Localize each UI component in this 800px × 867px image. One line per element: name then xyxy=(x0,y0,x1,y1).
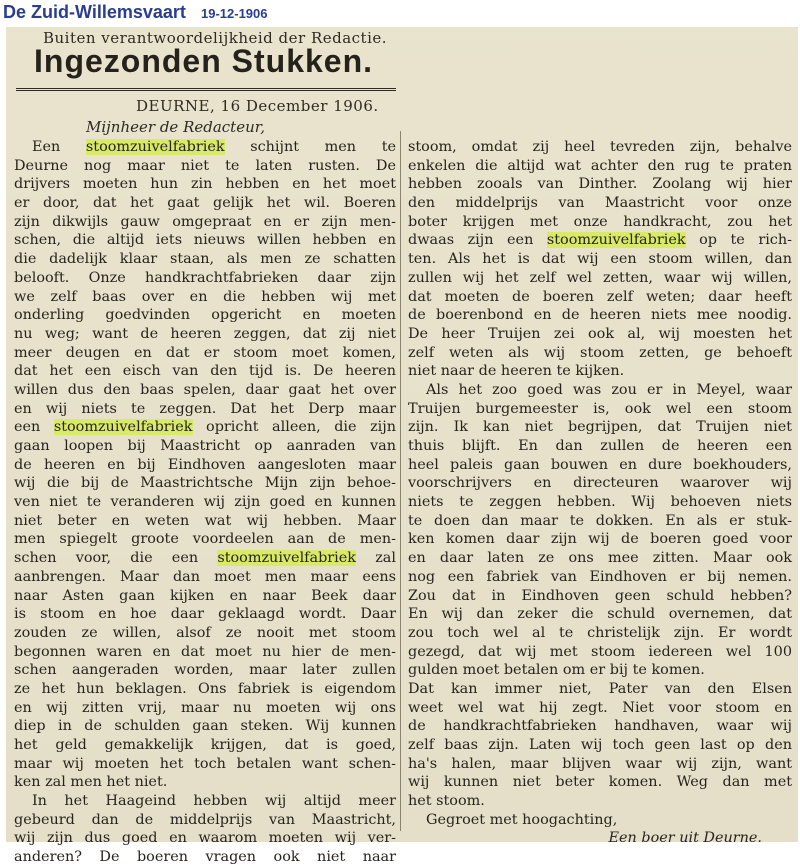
newspaper-clipping xyxy=(6,27,798,866)
text-line: schen aangeraden worden, maar later zullen xyxy=(14,662,396,679)
text-line: dwaas zijn een stoomzuivelfabriek op te rich- xyxy=(408,232,792,249)
text-line: een stoomzuivelfabriek opricht alleen, die zijn xyxy=(14,419,396,436)
text-line: voorschrijvers en directeuren waarover wij xyxy=(408,475,792,492)
text-line: meer deugen en dat er stoom moet komen, xyxy=(14,344,396,361)
clipping-header xyxy=(0,0,800,26)
text-line: zijn dikwijls gauw omgepraat en er zijn men- xyxy=(14,213,396,230)
text-line: weet wel wat hij zegt. Niet voor stoom en xyxy=(408,699,792,716)
text-line: wij die bij de Maastrichtsche Mijn zijn behoe- xyxy=(14,475,396,492)
text-line: Dat kan immer niet, Pater van den Elsen xyxy=(408,680,792,697)
text-line: De heer Truijen zei ook al, wij moesten het xyxy=(408,325,792,342)
text-line: schen voor, die een stoomzuivelfabriek zal xyxy=(14,550,396,567)
text-line: thuis blijft. En dan zullen de heeren een xyxy=(408,438,792,454)
column-divider xyxy=(400,131,401,831)
text-line: boter krijgen met onze handkracht, zou het xyxy=(408,213,792,230)
text-line: Een stoomzuivelfabriek schijnt men te xyxy=(32,139,396,155)
text-column-right xyxy=(408,138,792,848)
text-line: Truijen burgemeester is, ook wel een stoom xyxy=(408,400,792,417)
text-line: ze het hun beklagen. Ons fabriek is eigendom xyxy=(14,680,396,697)
text-line: Deurne nog maar niet te laten rusten. De xyxy=(14,157,396,174)
text-line: belooft. Onze handkrachtfabrieken daar zijn xyxy=(14,269,396,286)
text-line: Gegroet met hoogachting, xyxy=(426,811,618,828)
text-line: het stoom. xyxy=(408,793,485,810)
text-line: en wij niets te zeggen. Dat het Derp maar xyxy=(14,400,396,417)
text-line: Als het zoo goed was zou er in Meyel, waar xyxy=(426,381,792,398)
text-line: gaan loopen bij Maastricht op aanraden van xyxy=(14,438,396,454)
text-line: gezegd, dat wij met stoom iedereen wel 100 xyxy=(408,643,792,660)
text-line: onderling goedvinden opgericht en moeten xyxy=(14,307,396,324)
section-heading: Ingezonden Stukken. xyxy=(34,43,374,79)
text-line: het geld gemakkelijk krijgen, dat is goed, xyxy=(14,737,396,753)
text-line: nu weg; want de heeren zeggen, dat zij niet xyxy=(14,325,396,342)
text-line: ha's halen, maar blijven waar wij zijn, want xyxy=(408,755,792,772)
text-line: willen dus den baas spelen, daar gaat het over xyxy=(14,381,396,398)
text-line: niets te zeggen hebben. Wij behoeven niets xyxy=(408,494,792,511)
text-line: nog een fabriek van Eindhoven er bij nemen. xyxy=(408,568,792,585)
text-line: den middelprijs van Maastricht voor onze xyxy=(408,195,792,212)
text-line: ken zal men het niet. xyxy=(14,774,168,791)
text-line: ken komen daar zijn wij de boeren goed voor xyxy=(408,531,792,548)
text-line: dat moeten de boeren zelf weten; daar heeft xyxy=(408,288,792,305)
text-line: diep in de schulden gaan steken. Wij kunnen xyxy=(14,718,396,735)
text-line: niet beter en weten wat wij hebben. Maar xyxy=(14,512,396,529)
heading-rule xyxy=(16,88,396,91)
text-line: en daar laten ze ons mee zitten. Maar ook xyxy=(408,550,792,567)
text-line: zou toch wel al te christelijk zijn. Er wordt xyxy=(408,624,792,641)
text-line: ven niet te veranderen wij zijn goed en kunnen xyxy=(14,494,396,511)
text-line: maar wij moeten het toch betalen want schen- xyxy=(14,755,396,772)
highlighted-term: stoomzuivelfabriek xyxy=(546,232,686,249)
text-line: de heeren en bij Eindhoven aangesloten maar xyxy=(14,456,396,473)
text-line: er door, dat het gaat gelijk het wil. Boeren xyxy=(14,195,396,212)
highlighted-term: stoomzuivelfabriek xyxy=(217,550,357,567)
publication-date: 19-12-1906 xyxy=(201,6,268,21)
text-line: Zou dat in Eindhoven geen schuld hebben? xyxy=(408,587,792,604)
dateline: DEURNE, 16 December 1906. xyxy=(136,97,379,115)
text-line: drijvers moeten hun zin hebben en het moet xyxy=(14,176,396,193)
text-line: heel paleis gaan bouwen en dure boekhouders, xyxy=(408,456,792,473)
newspaper-name: De Zuid-Willemsvaart xyxy=(3,2,186,22)
text-line: stoom, omdat zij heel tevreden zijn, behalve xyxy=(408,139,792,155)
text-line: wij zijn dus goed en waarom moeten wij ver- xyxy=(14,830,396,847)
text-line: zijn. Ik kan niet begrijpen, dat Truijen niet xyxy=(408,419,792,436)
text-line: gulden moet betalen om er bij te komen. xyxy=(408,662,705,679)
text-line: En wij dan zeker die schuld overnemen, dat xyxy=(408,606,792,623)
text-line: begonnen waren en dat moet nu hier de men- xyxy=(14,643,396,660)
text-line: gebeurd dan de middelprijs van Maastricht, xyxy=(14,811,396,828)
text-line: de boerenbond en de heeren niets mee noodig. xyxy=(408,307,792,324)
text-line: anderen? De boeren vragen ook niet naar xyxy=(14,849,396,866)
text-line: wij kunnen niet beter komen. Weg dan met xyxy=(408,774,792,791)
text-line: zelf baas zijn. Laten wij toch geen last op den xyxy=(408,737,792,753)
text-line: is stoom en hoe daar geklaagd wordt. Daar xyxy=(14,606,396,623)
text-line: zouden ze willen, alsof ze nooit met stoom xyxy=(14,624,396,641)
highlighted-term: stoomzuivelfabriek xyxy=(85,139,225,155)
text-line: hebben zooals van Dinther. Zoolang wij hier xyxy=(408,176,792,193)
text-line: ten. Als het is dat wij een stoom willen, dan xyxy=(408,251,792,268)
text-line: schen, die altijd iets nieuws willen hebben en xyxy=(14,232,396,249)
highlighted-term: stoomzuivelfabriek xyxy=(53,419,193,436)
text-line: dat het een eisch van den tijd is. De heeren xyxy=(14,363,396,380)
text-line: enkelen die altijd wat achter den rug te praten xyxy=(408,157,792,174)
editorial-disclaimer: Buiten verantwoordelijkheid der Redactie. xyxy=(42,29,388,47)
text-line: de handkrachtfabrieken handhaven, waar wij xyxy=(408,718,792,735)
text-line: zullen wij het zelf wel zetten, waar wij willen, xyxy=(408,269,792,286)
salutation: Mijnheer de Redacteur, xyxy=(86,118,266,136)
text-line: we zelf baas over en die hebben wij met xyxy=(14,288,396,305)
text-line: die dadelijk klaar staan, als men ze schatten xyxy=(14,251,396,268)
text-line: te doen dan maar te dokken. En als er stuk- xyxy=(408,512,792,529)
text-column-left xyxy=(14,138,396,867)
text-line: In het Haageind hebben wij altijd meer xyxy=(32,793,396,810)
text-line: zelf weten als wij stoom zetten, ge behoeft xyxy=(408,344,792,361)
text-line: men spiegelt groote voordeelen aan de men- xyxy=(14,531,396,548)
text-line: Een boer uit Deurne. xyxy=(608,830,762,847)
text-line: en wij zitten vrij, maar nu moeten wij ons xyxy=(14,699,396,716)
text-line: naar Asten gaan kijken en naar Beek daar xyxy=(14,587,396,604)
text-line: aanbrengen. Maar dan moet men maar eens xyxy=(14,568,396,585)
text-line: niet naar de heeren te kijken. xyxy=(408,363,625,380)
